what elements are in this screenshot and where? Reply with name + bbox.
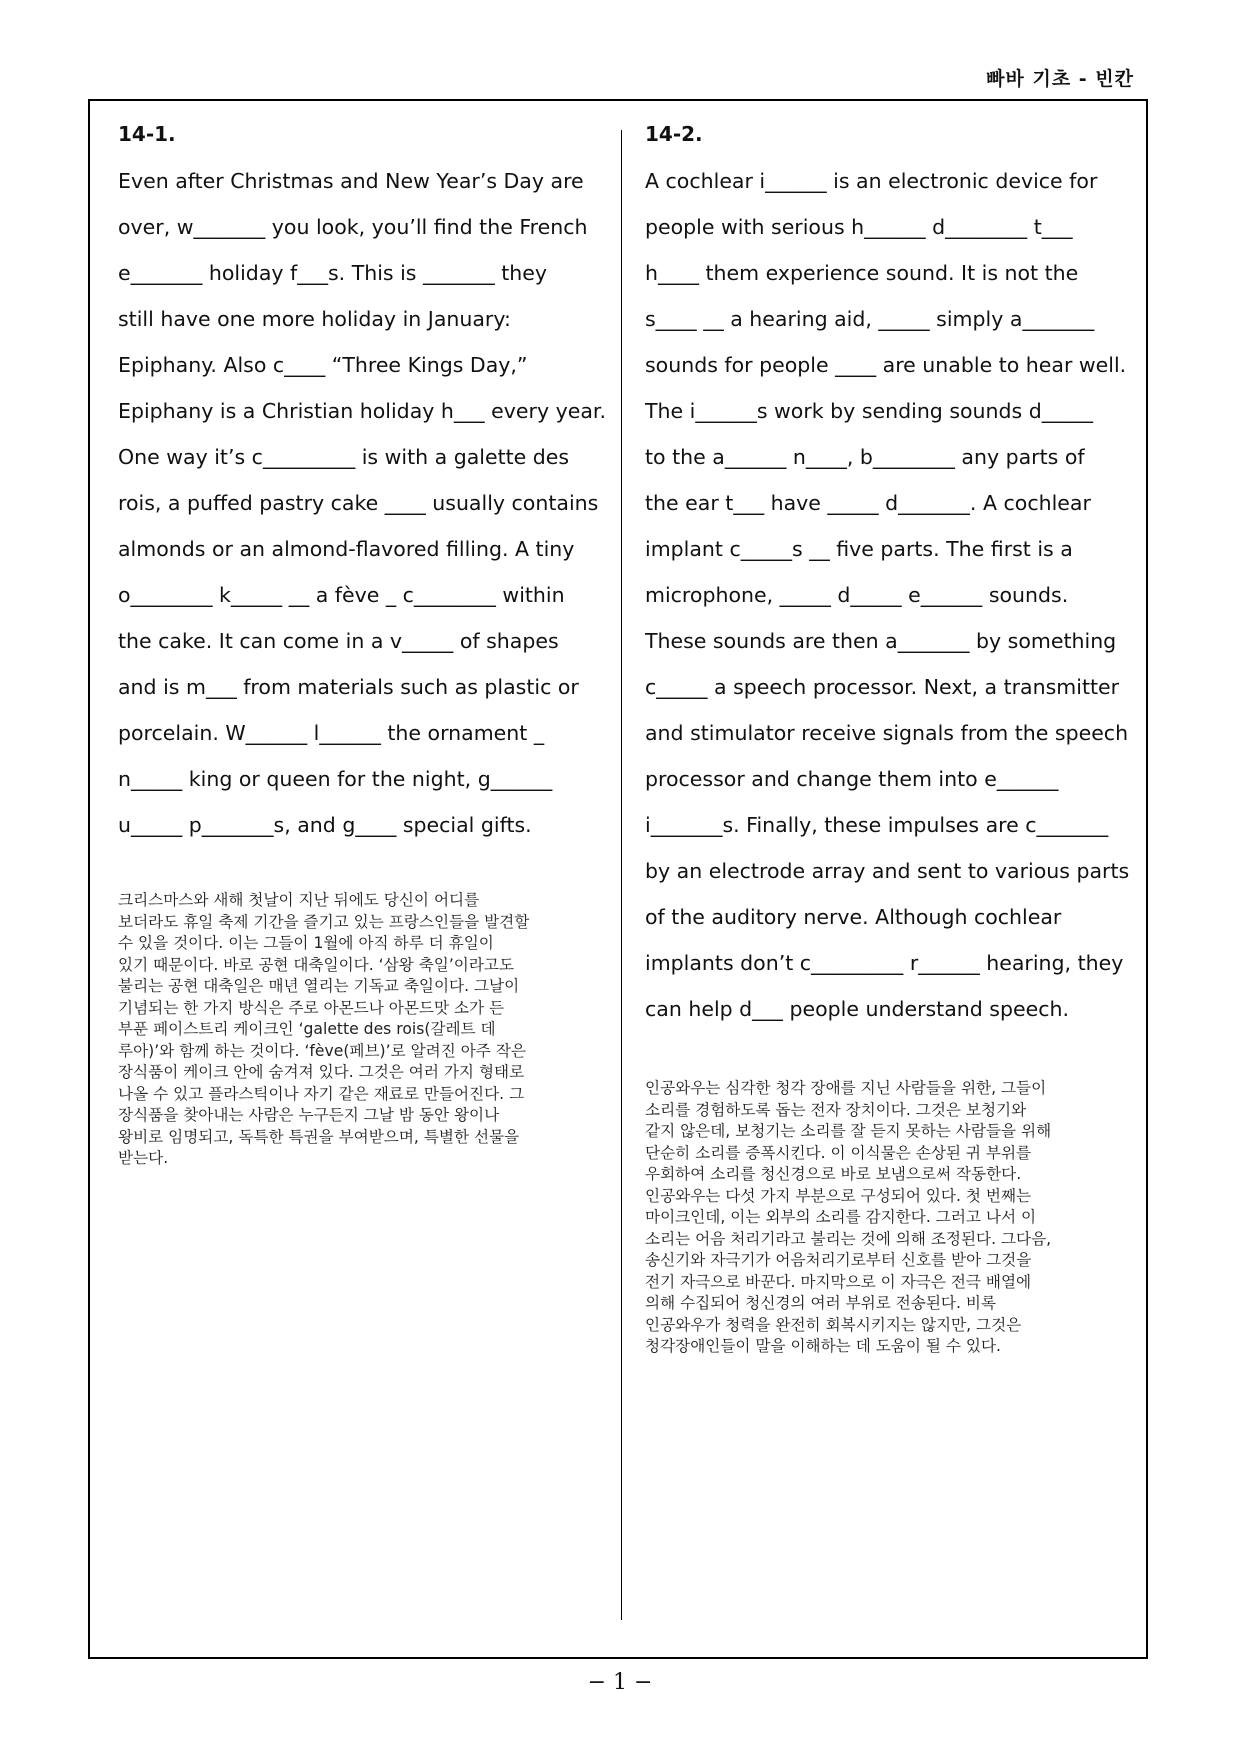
passage-line: Even after Christmas and New Year’s Day are [118,169,584,193]
passage-line: by an electrode array and sent to various parts [645,859,1130,883]
translation-line: 수 있을 것이다. 이는 그들이 1월에 아직 하루 더 휴일이 [118,934,494,952]
question-number: 14-1. [118,122,176,146]
korean-translation [118,890,588,1170]
passage-line: i_______s. Finally, these impulses are c_______ [645,813,1109,837]
translation-line: 왕비로 임명되고, 독특한 특권을 부여받으며, 특별한 선물을 [118,1127,520,1146]
translation-line: 불리는 공현 대축일은 매년 열리는 기독교 축일이다. 그날이 [118,977,520,995]
passage-line: people with serious h______ d________ t___ [645,215,1073,239]
passage-line: A cochlear i______ is an electronic device for [645,169,1098,193]
translation-line: 의해 수집되어 청신경의 여러 부위로 전송된다. 비록 [645,1294,997,1312]
translation-line: 소리를 경험하도록 돕는 전자 장치이다. 그것은 보청기와 [645,1100,1027,1119]
passage-line: Epiphany is a Christian holiday h___ every year. [118,399,606,423]
question-14-2 [645,122,1130,1358]
passage-line: u_____ p_______s, and g____ special gifts. [118,813,532,837]
passage-line: over, w_______ you look, you’ll find the French [118,215,588,239]
passage-line: porcelain. W______ l______ the ornament _ [118,721,545,745]
korean-translation [645,1078,1115,1358]
translation-line: 크리스마스와 새해 첫날이 지난 뒤에도 당신이 어디를 [118,891,480,909]
passage-line: Epiphany. Also c____ “Three Kings Day,” [118,353,528,377]
translation-line: 인공와우는 심각한 청각 장애를 지닌 사람들을 위한, 그들이 [645,1079,1047,1097]
passage-line: s____ __ a hearing aid, _____ simply a_______ [645,307,1095,331]
passage-line: e_______ holiday f___s. This is _______ they [118,261,548,285]
passage-line: sounds for people ____ are unable to hear well. [645,353,1127,377]
passage-line: h____ them experience sound. It is not the [645,261,1079,285]
translation-line: 우회하여 소리를 청신경으로 바로 보냄으로써 작동한다. [645,1165,1022,1183]
translation-line: 부푼 페이스트리 케이크인 ‘galette des rois(갈레트 데 [118,1020,496,1038]
column-divider [621,130,622,1620]
translation-line: 송신기와 자극기가 어음처리기로부터 신호를 받아 그것을 [645,1251,1032,1269]
question-number: 14-2. [645,122,703,146]
translation-line: 청각장애인들이 말을 이해하는 데 도움이 될 수 있다. [645,1337,1001,1355]
translation-line: 루아)’와 함께 하는 것이다. ‘fève(페브)’로 알려진 아주 작은 [118,1041,526,1060]
passage-line: almonds or an almond-flavored filling. A tiny [118,537,575,561]
passage-line: One way it’s c_________ is with a galette des [118,445,570,469]
translation-line: 받는다. [118,1149,169,1167]
passage-line: n_____ king or queen for the night, g______ [118,767,553,791]
passage-line: microphone, _____ d_____ e______ sounds. [645,583,1069,607]
passage-text [645,158,1130,1032]
passage-line: o________ k_____ __ a fève _ c________ within [118,583,565,607]
translation-line: 장식품을 찾아내는 사람은 누구든지 그날 밤 동안 왕이나 [118,1106,500,1124]
translation-line: 보더라도 휴일 축제 기간을 즐기고 있는 프랑스인들을 발견할 [118,912,530,931]
passage-line: The i______s work by sending sounds d_____ [645,399,1094,423]
translation-line: 소리는 어음 처리기라고 불리는 것에 의해 조정된다. 그다음, [645,1229,1052,1248]
passage-line: c_____ a speech processor. Next, a transmitter [645,675,1120,699]
translation-line: 나올 수 있고 플라스틱이나 자기 같은 재료로 만들어진다. 그 [118,1084,525,1103]
passage-line: still have one more holiday in January: [118,307,511,331]
passage-line: of the auditory nerve. Although cochlear [645,905,1062,929]
translation-line: 단순히 소리를 증폭시킨다. 이 이식물은 손상된 귀 부위를 [645,1143,1032,1162]
passage-line: to the a______ n____, b________ any parts of [645,445,1085,469]
translation-line: 장식품이 케이크 안에 숨겨져 있다. 그것은 여러 가지 형태로 [118,1063,525,1081]
document-header-title: 빠바 기초 - 빈칸 [986,68,1134,90]
passage-line: implant c_____s __ five parts. The first is a [645,537,1073,561]
passage-line: the cake. It can come in a v_____ of shapes [118,629,559,653]
passage-text [118,158,606,848]
page-number: − 1 − [587,1670,653,1695]
passage-line: These sounds are then a_______ by something [645,629,1117,653]
translation-line: 인공와우는 다섯 가지 부분으로 구성되어 있다. 첫 번째는 [645,1186,1032,1205]
passage-line: and stimulator receive signals from the speech [645,721,1129,745]
passage-line: rois, a puffed pastry cake ____ usually contains [118,491,599,515]
question-14-1 [118,122,606,1170]
translation-line: 마이크인데, 이는 외부의 소리를 감지한다. 그러고 나서 이 [645,1208,1037,1226]
translation-line: 기념되는 한 가지 방식은 주로 아몬드나 아몬드맛 소가 든 [118,998,505,1017]
passage-line: and is m___ from materials such as plastic or [118,675,579,699]
translation-line: 인공와우가 청력을 완전히 회복시키지는 않지만, 그것은 [645,1315,1022,1334]
passage-line: can help d___ people understand speech. [645,997,1069,1021]
passage-line: implants don’t c_________ r______ hearing, they [645,951,1124,975]
translation-line: 같지 않은데, 보청기는 소리를 잘 듣지 못하는 사람들을 위해 [645,1122,1052,1140]
passage-line: processor and change them into e______ [645,767,1059,791]
translation-line: 전기 자극으로 바꾼다. 마지막으로 이 자극은 전극 배열에 [645,1272,1032,1291]
passage-line: the ear t___ have _____ d_______. A cochlear [645,491,1091,515]
translation-line: 있기 때문이다. 바로 공현 대축일이다. ‘삼왕 축일’이라고도 [118,955,515,974]
